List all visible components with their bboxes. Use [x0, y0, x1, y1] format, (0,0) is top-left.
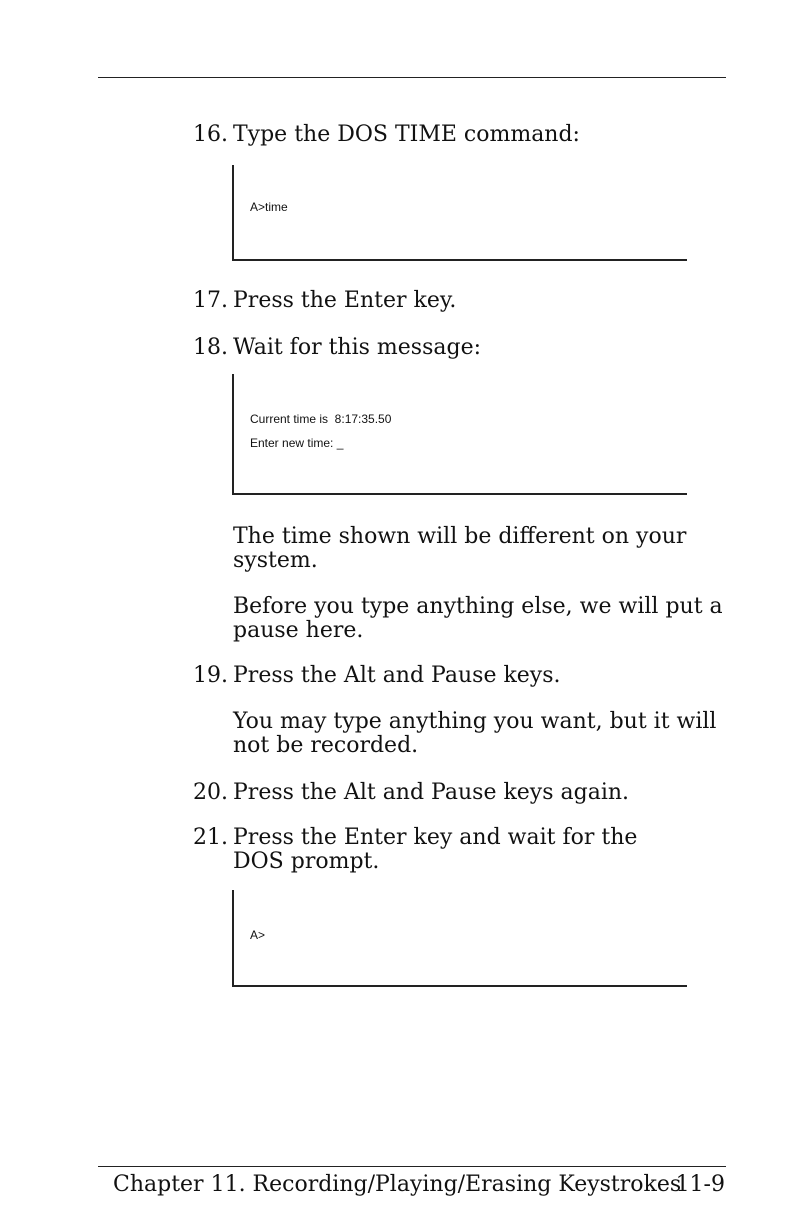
step-text: Press the Alt and Pause keys again. [233, 780, 630, 805]
screen-line: A> [250, 928, 266, 942]
step-number: 20. [193, 780, 228, 805]
step-text: Press the Enter key and wait for the DOS prompt. [233, 825, 638, 874]
step-text: Type the DOS TIME command: [233, 122, 580, 147]
step-21 [192, 826, 732, 878]
step-number: 17. [193, 288, 228, 313]
step-16 [192, 123, 732, 149]
screen-line: Enter new time: _ [250, 436, 344, 450]
step-19 [192, 664, 732, 690]
note-not-recorded: You may type anything you want, but it will not be recorded. [233, 709, 717, 758]
screen-time-message [232, 374, 687, 495]
step-number: 18. [193, 335, 228, 360]
note-time-different: The time shown will be different on your system. [233, 524, 687, 573]
note-pause-here: Before you type anything else, we will put a pause here. [233, 594, 723, 643]
top-rule [98, 77, 726, 78]
step-text: Wait for this message: [233, 335, 482, 360]
screen-time-command [232, 165, 687, 261]
step-17 [192, 289, 732, 315]
screen-line: Current time is 8:17:35.50 [250, 412, 392, 426]
step-20 [192, 781, 732, 807]
page-number: 11-9 [675, 1172, 725, 1197]
footer-rule [98, 1166, 726, 1167]
screen-dos-prompt [232, 890, 687, 987]
screen-line: A>time [250, 200, 288, 214]
step-number: 16. [193, 122, 228, 147]
step-number: 21. [193, 825, 228, 850]
chapter-title: Chapter 11. Recording/Playing/Erasing Keystrokes [113, 1172, 682, 1197]
step-number: 19. [193, 663, 228, 688]
step-text: Press the Alt and Pause keys. [233, 663, 561, 688]
step-text: Press the Enter key. [233, 288, 457, 313]
step-18 [192, 336, 732, 362]
